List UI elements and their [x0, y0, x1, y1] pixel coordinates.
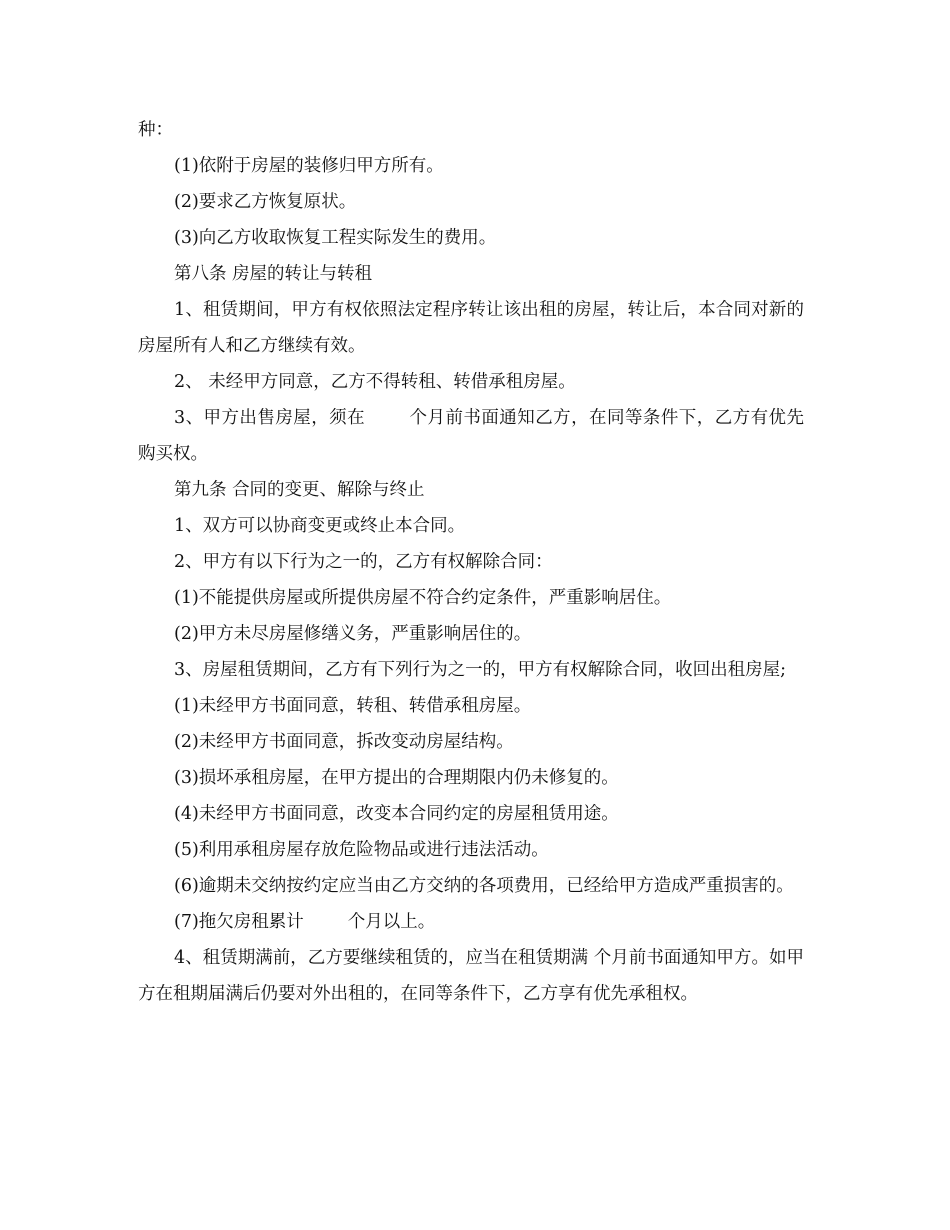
paragraph-text: 个月前书面通知乙方，在同等条件下，乙方有优先购买权。	[138, 408, 804, 464]
paragraph	[138, 400, 804, 472]
paragraph: (2)未经甲方书面同意，拆改变动房屋结构。	[174, 732, 514, 752]
paragraph: (2)要求乙方恢复原状。	[174, 192, 357, 212]
paragraph: 种：	[138, 120, 173, 140]
paragraph: 2、 未经甲方同意，乙方不得转租、转借承租房屋。	[174, 372, 576, 392]
paragraph: (5)利用承租房屋存放危险物品或进行违法活动。	[174, 840, 549, 860]
paragraph: 1、双方可以协商变更或终止本合同。	[174, 516, 466, 536]
paragraph: (1)依附于房屋的装修归甲方所有。	[174, 156, 444, 176]
paragraph: 2、甲方有以下行为之一的，乙方有权解除合同：	[174, 552, 553, 572]
paragraph: (4)未经甲方书面同意，改变本合同约定的房屋租赁用途。	[174, 804, 619, 824]
document-body	[138, 112, 804, 1012]
section-heading: 第八条 房屋的转让与转租	[174, 264, 373, 284]
paragraph: 1、租赁期间，甲方有权依照法定程序转让该出租的房屋，转让后，本合同对新的房屋所有人和乙方继续有效。	[138, 300, 804, 356]
paragraph: (3)损坏承租房屋，在甲方提出的合理期限内仍未修复的。	[174, 768, 619, 788]
paragraph: (3)向乙方收取恢复工程实际发生的费用。	[174, 228, 497, 248]
paragraph-text: 个月以上。	[347, 912, 436, 932]
paragraph	[138, 904, 804, 940]
paragraph: (6)逾期未交纳按约定应当由乙方交纳的各项费用，已经给甲方造成严重损害的。	[174, 876, 794, 896]
section-heading: 第九条 合同的变更、解除与终止	[174, 480, 425, 500]
paragraph-text: (7)拖欠房租累计	[174, 912, 304, 932]
paragraph: (2)甲方未尽房屋修缮义务，严重影响居住的。	[174, 624, 532, 644]
paragraph: (1)不能提供房屋或所提供房屋不符合约定条件，严重影响居住。	[174, 588, 672, 608]
paragraph: 3、房屋租赁期间，乙方有下列行为之一的，甲方有权解除合同，收回出租房屋;	[174, 660, 787, 680]
paragraph: (1)未经甲方书面同意，转租、转借承租房屋。	[174, 696, 532, 716]
paragraph-text: 3、甲方出售房屋，须在	[174, 408, 366, 428]
paragraph: 4、租赁期满前，乙方要继续租赁的，应当在租赁期满 个月前书面通知甲方。如甲方在租期届满后仍要对外出租的，在同等条件下，乙方享有优先承租权。	[138, 948, 804, 1004]
